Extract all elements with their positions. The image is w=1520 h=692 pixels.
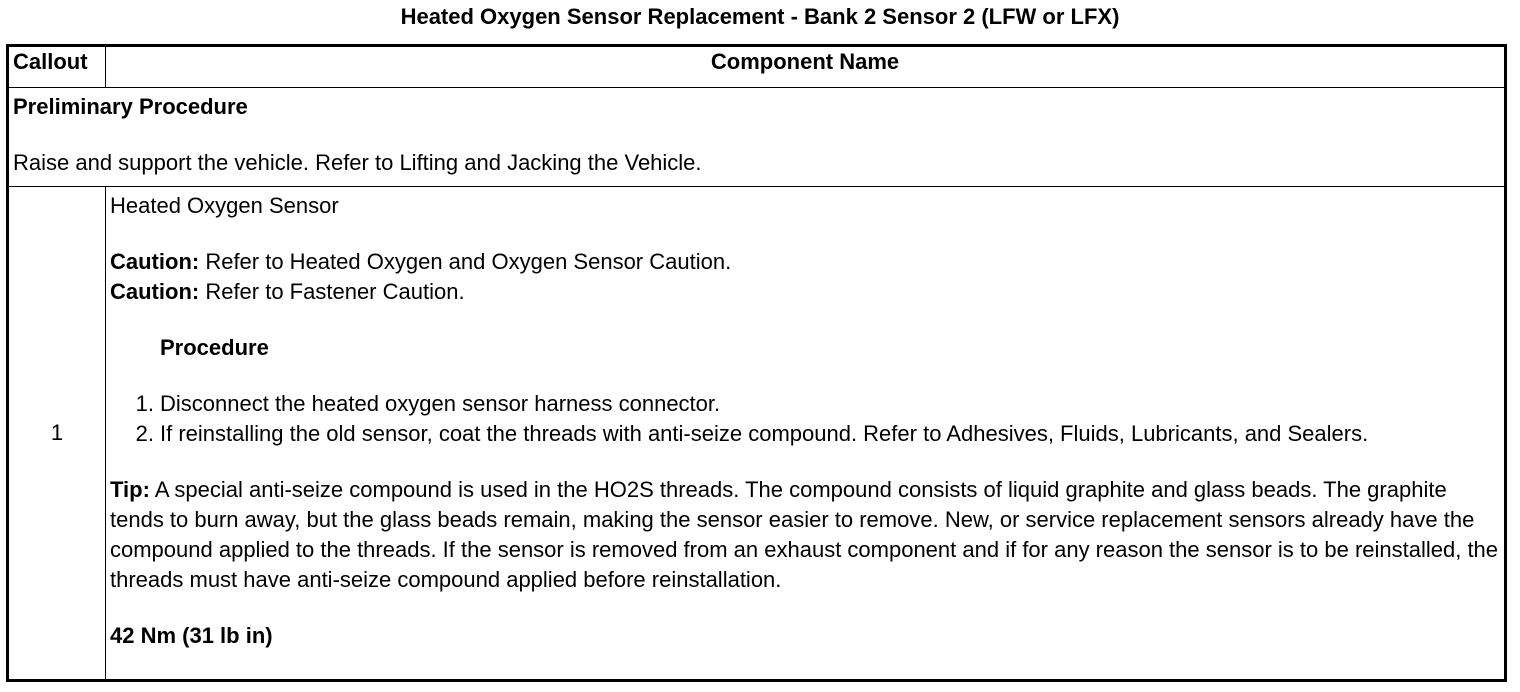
procedure-table [6,44,1507,682]
step-number: 1. [135,391,154,416]
caution-text: Refer to Heated Oxygen and Oxygen Sensor Caution. [199,249,732,274]
step-number: 2. [135,421,154,446]
table-row [8,187,1506,681]
step-text: Disconnect the heated oxygen sensor harness connector. [160,391,721,416]
list-item [135,389,1500,419]
preliminary-row [8,88,1506,187]
caution-line [110,247,1500,277]
caution-line [110,277,1500,307]
torque-spec: 42 Nm (31 lb in) [110,623,273,648]
document-title: Heated Oxygen Sensor Replacement - Bank 2 Sensor 2 (LFW or LFX) [400,4,1120,29]
procedure-steps [110,389,1500,449]
list-item [135,419,1500,449]
preliminary-text: Raise and support the vehicle. Refer to Lifting and Jacking the Vehicle. [13,150,702,175]
header-component-name: Component Name [106,46,1506,88]
caution-label: Caution: [110,249,200,274]
tip-text: A special anti-seize compound is used in the HO2S threads. The compound consists of liquid graphite and glass beads. The graphite tends to burn away, but the glass beads remain, making the sensor easier to remove. New, or service replacement sensors already have the compound applied to the threads. If the sensor is removed from an exhaust component and if for any reason the sensor is to be reinstalled, the threads must have anti-seize compound applied before reinstallation. [110,477,1499,592]
component-name: Heated Oxygen Sensor [110,193,339,218]
preliminary-title: Preliminary Procedure [13,94,248,119]
step-text: If reinstalling the old sensor, coat the threads with anti-seize compound. Refer to Adhesives, Fluids, Lubricants, and Sealers. [160,421,1369,446]
tip-paragraph [110,475,1500,595]
callout-number: 1 [8,187,106,681]
preliminary-cell [8,88,1506,187]
table-header-row [8,46,1506,88]
procedure-heading: Procedure [160,335,269,360]
component-cell [106,187,1506,681]
header-callout: Callout [8,46,106,88]
caution-label: Caution: [110,279,200,304]
tip-label: Tip: [110,477,150,502]
caution-text: Refer to Fastener Caution. [199,279,465,304]
